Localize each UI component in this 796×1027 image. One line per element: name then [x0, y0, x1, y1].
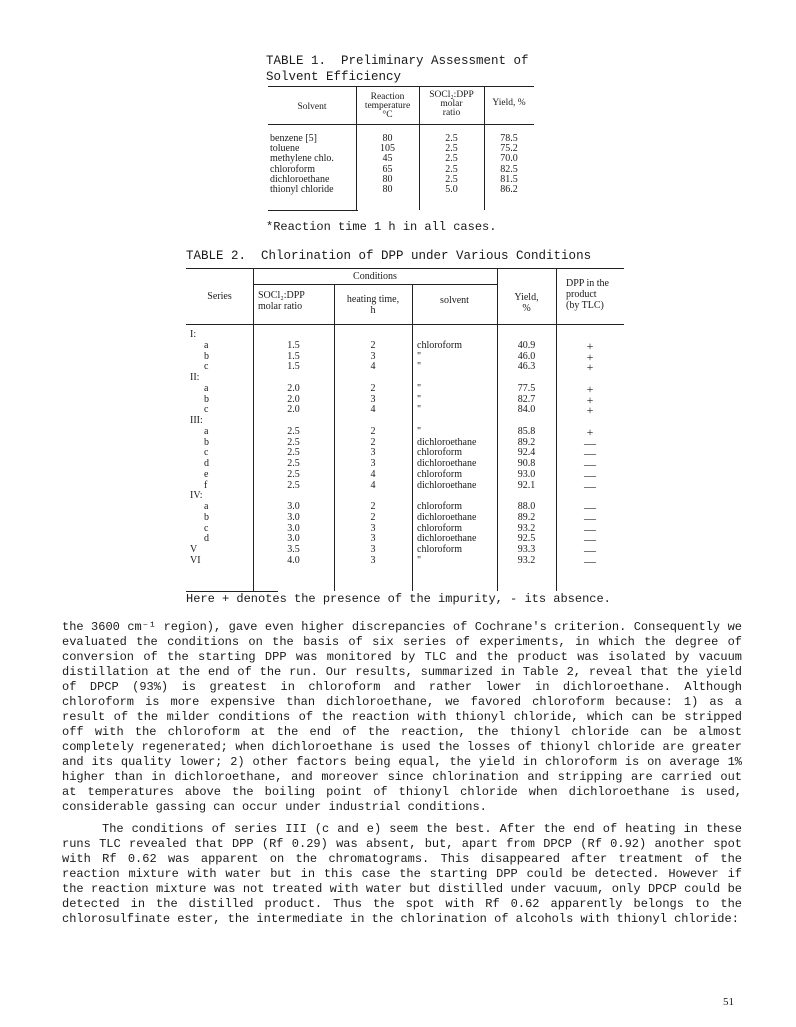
table2-cell-dpp: —: [584, 532, 596, 547]
table2-cell-solvent: chloroform: [417, 544, 462, 555]
table2-cell-yield: 92.1: [517, 479, 536, 491]
table2-cell-series: VI: [190, 554, 201, 566]
table2-cell-series: d: [204, 458, 209, 469]
table2-cell-yield: 40.9: [517, 339, 536, 351]
table2-cell-ratio: 2.0: [287, 382, 300, 394]
table2-cell-time: 3: [370, 458, 376, 469]
header-line: temperature: [364, 101, 411, 111]
table2-cell-series: b: [204, 393, 209, 405]
paragraph-text: The conditions of series III (c and e) seem the best. After the end of heating in these runs TLC revealed that DPP (Rf 0.29) was absent, but, apart from DPCP (Rf 0.92) another spot with Rf 0.62 was apparent on the chromatograms. This disappeared after treatment of the reaction mixture with water but in this case the starting DPP could be detected. However if the reaction mixture was not treated with water but distilled under vacuum, only DPCP could be detected in the distilled product. Thus the spot with Rf 0.62 apparently belongs to the chlorosulfinate ester, the intermediate in the chlorination of alcohols with thionyl chloride:: [62, 822, 742, 926]
table2-cell-solvent: dichloroethane: [417, 436, 477, 448]
table2-cell-series: a: [204, 501, 209, 512]
table1-cell-ratio: 2.5: [445, 153, 458, 165]
table2-row: [186, 459, 624, 470]
table2-cell-solvent: chloroform: [417, 447, 462, 459]
table2-cell-series: V: [190, 544, 198, 555]
table2-row: [186, 381, 624, 396]
table2-row: [186, 349, 624, 364]
table2-cell-series: b: [204, 511, 209, 523]
table2-cell-solvent: dichloroethane: [417, 511, 477, 523]
header-line: Yield,: [514, 292, 539, 303]
table2-cell-solvent: dichloroethane: [417, 479, 477, 491]
table2-row: [186, 553, 624, 568]
table2-cell-dpp: —: [584, 435, 596, 450]
paragraph-text: the 3600 cm⁻¹ region), gave even higher discrepancies of Cochrane's criterion. Consequently we evaluated the conditions on the basis of six series of experiments, in which the degree of conversion of the starting DPP was monitored by TLC and the product was isolated by vacuum distillation at the end of the run. Our results, summarized in Table 2, reveal that the yield of DPCP (93%) is greatest in chloroform and rather lower in dichloroethane. Although chloroform is more expensive than dichloroethane, we favored chloroform because: 1) as a result of the milder conditions of the reaction with thionyl chloride, which can be stripped off with the chloroform at the end of the reaction, the thionyl chloride can be almost completely regenerated; when dichloroethane is used the losses of thionyl chloride are greater and its quality lower; 2) other factors being equal, the yield in chloroform is on average 1% higher than in dichloroethane, and moreover since chlorination and stripping are carried out at temperatures above the boiling point of thionyl chloride when dichloroethane is used, considerable gassing can occur under industrial conditions.: [62, 620, 742, 814]
header-line: SOCl₂:DPP: [429, 90, 474, 100]
table2-cell-ratio: 1.5: [287, 339, 300, 351]
table2-cell-time: 4: [370, 361, 376, 373]
header-line: molar: [440, 99, 463, 109]
table2-cell-dpp: —: [584, 510, 596, 525]
table2-cell-yield: 89.2: [517, 436, 536, 448]
header-line: Reaction: [370, 92, 405, 102]
table2-header-series: Series: [207, 291, 232, 302]
table2-cell-time: 3: [370, 447, 376, 459]
table2-cell-time: 2: [370, 425, 376, 437]
table1-header-ratio: [419, 91, 484, 118]
table2-cell-solvent: ": [417, 393, 422, 405]
table2-cell-dpp: —: [584, 446, 596, 461]
table2-cell-solvent: chloroform: [417, 501, 462, 512]
table1-cell-temp: 80: [382, 184, 393, 195]
header-line: (by TLC): [566, 300, 604, 311]
table2-cell-series: e: [204, 468, 209, 480]
table1-cell-ratio: 2.5: [445, 173, 458, 185]
table2-cell-solvent: chloroform: [417, 339, 462, 351]
table1-top-rule: [268, 86, 534, 87]
table2-cell-time: 3: [370, 522, 376, 534]
table2-cell-yield: 46.0: [517, 350, 536, 362]
table1-cell-yield: 86.2: [500, 184, 518, 195]
table2-row: [186, 424, 624, 439]
table2-cell-ratio: 2.5: [287, 425, 300, 437]
table2-cell-series: c: [204, 447, 209, 459]
table2-title: TABLE 2. Chlorination of DPP under Various Conditions: [186, 249, 592, 263]
table2-cell-solvent: ": [417, 382, 422, 394]
table2-cell-series: f: [204, 479, 208, 491]
table2-header-ratio: [253, 290, 339, 312]
table2-cell-dpp: —: [584, 500, 596, 514]
table2-row: [186, 448, 624, 459]
header-line: SOCl₂:DPP: [258, 290, 305, 301]
table2-header-conditions: Conditions: [353, 271, 397, 282]
table2-cell-series: c: [204, 361, 209, 373]
table2-cell-yield: 88.0: [517, 501, 536, 512]
table2-cell-time: 2: [370, 382, 376, 394]
table2-cell-series: III:: [190, 415, 203, 426]
table2-cell-dpp: +: [586, 424, 594, 439]
header-line: °C: [382, 110, 393, 120]
header-line: molar ratio: [258, 301, 303, 312]
table1-cell-temp: 45: [382, 153, 393, 165]
table2-cell-series: I:: [190, 329, 197, 340]
table2-cell-solvent: chloroform: [417, 468, 462, 480]
table2-cell-ratio: 2.5: [287, 468, 300, 480]
table2-row: [186, 545, 624, 556]
table2-cell-time: 2: [370, 436, 376, 448]
table2-cell-time: 3: [370, 350, 376, 362]
table1-cell-solvent: toluene: [270, 143, 300, 155]
table2-cell-solvent: ": [417, 361, 422, 373]
table2-cell-time: 2: [370, 511, 376, 523]
table2-conditions-rule: [253, 284, 497, 285]
table2-cell-solvent: ": [417, 350, 422, 362]
table2-cell-time: 2: [370, 501, 376, 512]
table2-cell-yield: 90.8: [517, 458, 536, 469]
table2-cell-dpp: +: [586, 381, 594, 396]
table1-cell-solvent: chloroform: [270, 163, 315, 175]
table2-cell-time: 3: [370, 533, 376, 545]
page-number: 51: [723, 996, 734, 1008]
table2-cell-dpp: —: [584, 478, 596, 493]
table1-header-temperature: [356, 93, 419, 120]
table2-cell-yield: 93.0: [517, 468, 536, 480]
table1-footnote: *Reaction time 1 h in all cases.: [266, 220, 497, 234]
table2-cell-ratio: 3.5: [287, 544, 300, 555]
table2-row: [186, 467, 624, 482]
table1-cell-ratio: 2.5: [445, 133, 458, 144]
table2-cell-series: b: [204, 436, 209, 448]
table2-cell-time: 4: [370, 479, 376, 491]
table2-cell-solvent: ": [417, 425, 422, 437]
table2-cell-ratio: 2.0: [287, 393, 300, 405]
table2-cell-series: c: [204, 404, 209, 416]
table2-cell-solvent: ": [417, 404, 422, 416]
table2-cell-series: d: [204, 533, 209, 545]
table1-cell-ratio: 5.0: [445, 184, 458, 195]
table1-cell-yield: 78.5: [500, 133, 518, 144]
table2-cell-series: a: [204, 339, 209, 351]
table2-cell-ratio: 1.5: [287, 350, 300, 362]
table1-cell-yield: 81.5: [500, 173, 518, 185]
table2-cell-series: a: [204, 425, 209, 437]
table2-header-yield: [497, 292, 556, 314]
table1-cell-temp: 105: [380, 143, 395, 155]
table2-row: [186, 491, 624, 502]
header-line: %: [522, 303, 531, 314]
table1-title-line1: TABLE 1. Preliminary Assessment of: [266, 54, 529, 68]
table2-row: [186, 521, 624, 536]
table1-title: [266, 53, 529, 85]
table2-cell-ratio: 1.5: [287, 361, 300, 373]
table2-cell-ratio: 3.0: [287, 533, 300, 545]
table1-cell-ratio: 2.5: [445, 143, 458, 155]
table2-cell-ratio: 2.5: [287, 447, 300, 459]
body-paragraph-2: [62, 822, 742, 927]
table1-cell-ratio: 2.5: [445, 163, 458, 175]
table2-cell-time: 3: [370, 393, 376, 405]
table2-cell-dpp: +: [586, 392, 594, 407]
table2-cell-dpp: +: [586, 360, 594, 375]
table2-cell-dpp: —: [584, 521, 596, 536]
table2-cell-dpp: —: [584, 543, 596, 557]
table2-header-solvent: solvent: [440, 295, 469, 306]
table2-cell-yield: 89.2: [517, 511, 536, 523]
table1-cell-solvent: methylene chlo.: [270, 153, 334, 165]
table2-cell-time: 3: [370, 554, 376, 566]
table2-cell-time: 2: [370, 339, 376, 351]
table2-row: [186, 362, 624, 373]
table2-cell-dpp: +: [586, 403, 594, 418]
table2-header-rule: [186, 324, 624, 325]
table2-cell-yield: 92.4: [517, 447, 536, 459]
table2-row: [186, 416, 624, 427]
table1-cell-solvent: dichloroethane: [270, 173, 330, 185]
table2-cell-dpp: +: [586, 338, 594, 353]
table2-row: [186, 435, 624, 450]
table1-cell-yield: 75.2: [500, 143, 518, 155]
table1-title-line2: Solvent Efficiency: [266, 70, 402, 84]
table2-cell-yield: 77.5: [517, 382, 536, 394]
table2-cell-solvent: chloroform: [417, 522, 462, 534]
table2-cell-time: 4: [370, 404, 376, 416]
table2-footnote: Here + denotes the presence of the impurity, - its absence.: [186, 592, 611, 606]
table2-cell-time: 4: [370, 468, 376, 480]
table2-cell-dpp: —: [584, 553, 596, 568]
table2-cell-yield: 93.3: [517, 544, 536, 555]
header-line: product: [566, 289, 597, 300]
table2-cell-yield: 85.8: [517, 425, 536, 437]
table2-cell-yield: 82.7: [517, 393, 536, 405]
table1-cell-solvent: thionyl chloride: [270, 184, 334, 195]
table2-cell-ratio: 3.0: [287, 522, 300, 534]
body-paragraph-1: [62, 620, 742, 815]
table2-cell-yield: 46.3: [517, 361, 536, 373]
table2-header-time: [334, 294, 412, 316]
table2-row: [186, 478, 624, 493]
table1-header-yield: Yield, %: [492, 98, 526, 108]
table1-cell-yield: 82.5: [500, 163, 518, 175]
table2-cell-ratio: 2.0: [287, 404, 300, 416]
table2-row: [186, 534, 624, 545]
table2-cell-ratio: 4.0: [287, 554, 300, 566]
table2-cell-dpp: —: [584, 467, 596, 482]
table2-cell-solvent: dichloroethane: [417, 458, 477, 469]
table2-cell-series: b: [204, 350, 209, 362]
table2-cell-ratio: 3.0: [287, 511, 300, 523]
table2-top-rule: [186, 268, 624, 269]
table2-cell-dpp: +: [586, 349, 594, 364]
table1-cell-temp: 80: [382, 173, 393, 185]
header-line: DPP in the: [566, 278, 609, 289]
table2-cell-dpp: —: [584, 457, 596, 471]
table2-cell-solvent: ": [417, 554, 422, 566]
table2-cell-series: IV:: [190, 490, 203, 502]
table2-cell-time: 3: [370, 544, 376, 555]
table2-cell-ratio: 2.5: [287, 436, 300, 448]
table1-bottom-rule: [268, 210, 358, 211]
table2-cell-yield: 93.2: [517, 554, 536, 566]
table1-cell-yield: 70.0: [500, 153, 518, 165]
header-line: h: [370, 305, 376, 316]
table1-cell-temp: 80: [382, 133, 393, 144]
table2-cell-yield: 93.2: [517, 522, 536, 534]
table1-cell-temp: 65: [382, 163, 393, 175]
table2-cell-ratio: 2.5: [287, 479, 300, 491]
table2-row: [186, 392, 624, 407]
table2-header-dpp: [556, 278, 634, 311]
table2-row: [186, 338, 624, 353]
table2-row: [186, 502, 624, 513]
table2-cell-series: c: [204, 522, 209, 534]
table2-row: [186, 510, 624, 525]
table2-cell-yield: 84.0: [517, 404, 536, 416]
table2-cell-series: a: [204, 382, 209, 394]
table2-cell-series: II:: [190, 372, 200, 383]
table2-cell-ratio: 3.0: [287, 501, 300, 512]
table1-cell-solvent: benzene [5]: [270, 133, 317, 144]
table2-row: [186, 405, 624, 416]
table2-cell-solvent: dichloroethane: [417, 533, 477, 545]
header-line: ratio: [442, 108, 461, 118]
table2-row: [186, 330, 624, 341]
table1-header-solvent: Solvent: [297, 102, 327, 112]
table2-cell-ratio: 2.5: [287, 458, 300, 469]
table2-row: [186, 373, 624, 384]
table2-cell-yield: 92.5: [517, 533, 536, 545]
table1-header-rule: [268, 124, 534, 125]
header-line: heating time,: [346, 294, 400, 305]
